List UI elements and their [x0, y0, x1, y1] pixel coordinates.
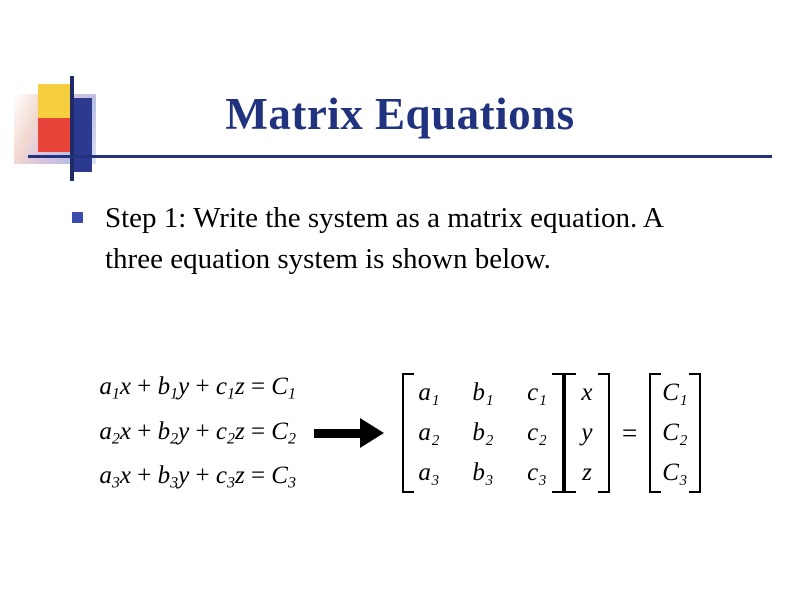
matrix-cell: b₁ [472, 379, 494, 406]
matrix-cell: y [581, 419, 593, 446]
matrix-equation [402, 373, 701, 493]
matrix-cell: c₃ [527, 459, 547, 486]
matrix-cell: c₂ [527, 419, 547, 446]
matrix-cell: a₂ [418, 419, 440, 446]
title-divider [28, 155, 772, 158]
linear-system [99, 373, 306, 492]
bullet-item [72, 198, 732, 280]
bullet-item-label: Step 1: Write the system as a matrix equation. A three equation system is shown below. [105, 202, 663, 276]
slide-title: Matrix Equations [225, 89, 575, 139]
equation-line: $a_2x + b_2y + c_2z = C_2$ [99, 417, 296, 448]
matrix-cell: a₁ [418, 379, 440, 406]
matrix-cell: C₂ [662, 419, 688, 446]
matrix-cell: b₃ [472, 459, 494, 486]
constant-vector [649, 373, 700, 493]
math-illustration [0, 348, 800, 518]
coefficient-matrix [402, 373, 564, 493]
matrix-cell: b₂ [472, 419, 494, 446]
matrix-cell: a₃ [418, 459, 440, 486]
square-bullet-icon [72, 212, 83, 223]
equals-sign: = [621, 417, 638, 448]
matrix-cell: C₁ [662, 379, 688, 406]
variable-vector [564, 373, 610, 493]
matrix-cell: c₁ [527, 379, 547, 406]
matrix-cell: x [581, 379, 593, 406]
equation-line: $a_3x + b_3y + c_3z = C_3$ [99, 462, 296, 492]
right-arrow-icon [314, 413, 388, 453]
matrix-cell: z [582, 459, 592, 486]
equation-line: $a_1x + b_1y + c_1z = C_1$ [99, 373, 296, 403]
matrix-cell: C₃ [662, 459, 688, 486]
